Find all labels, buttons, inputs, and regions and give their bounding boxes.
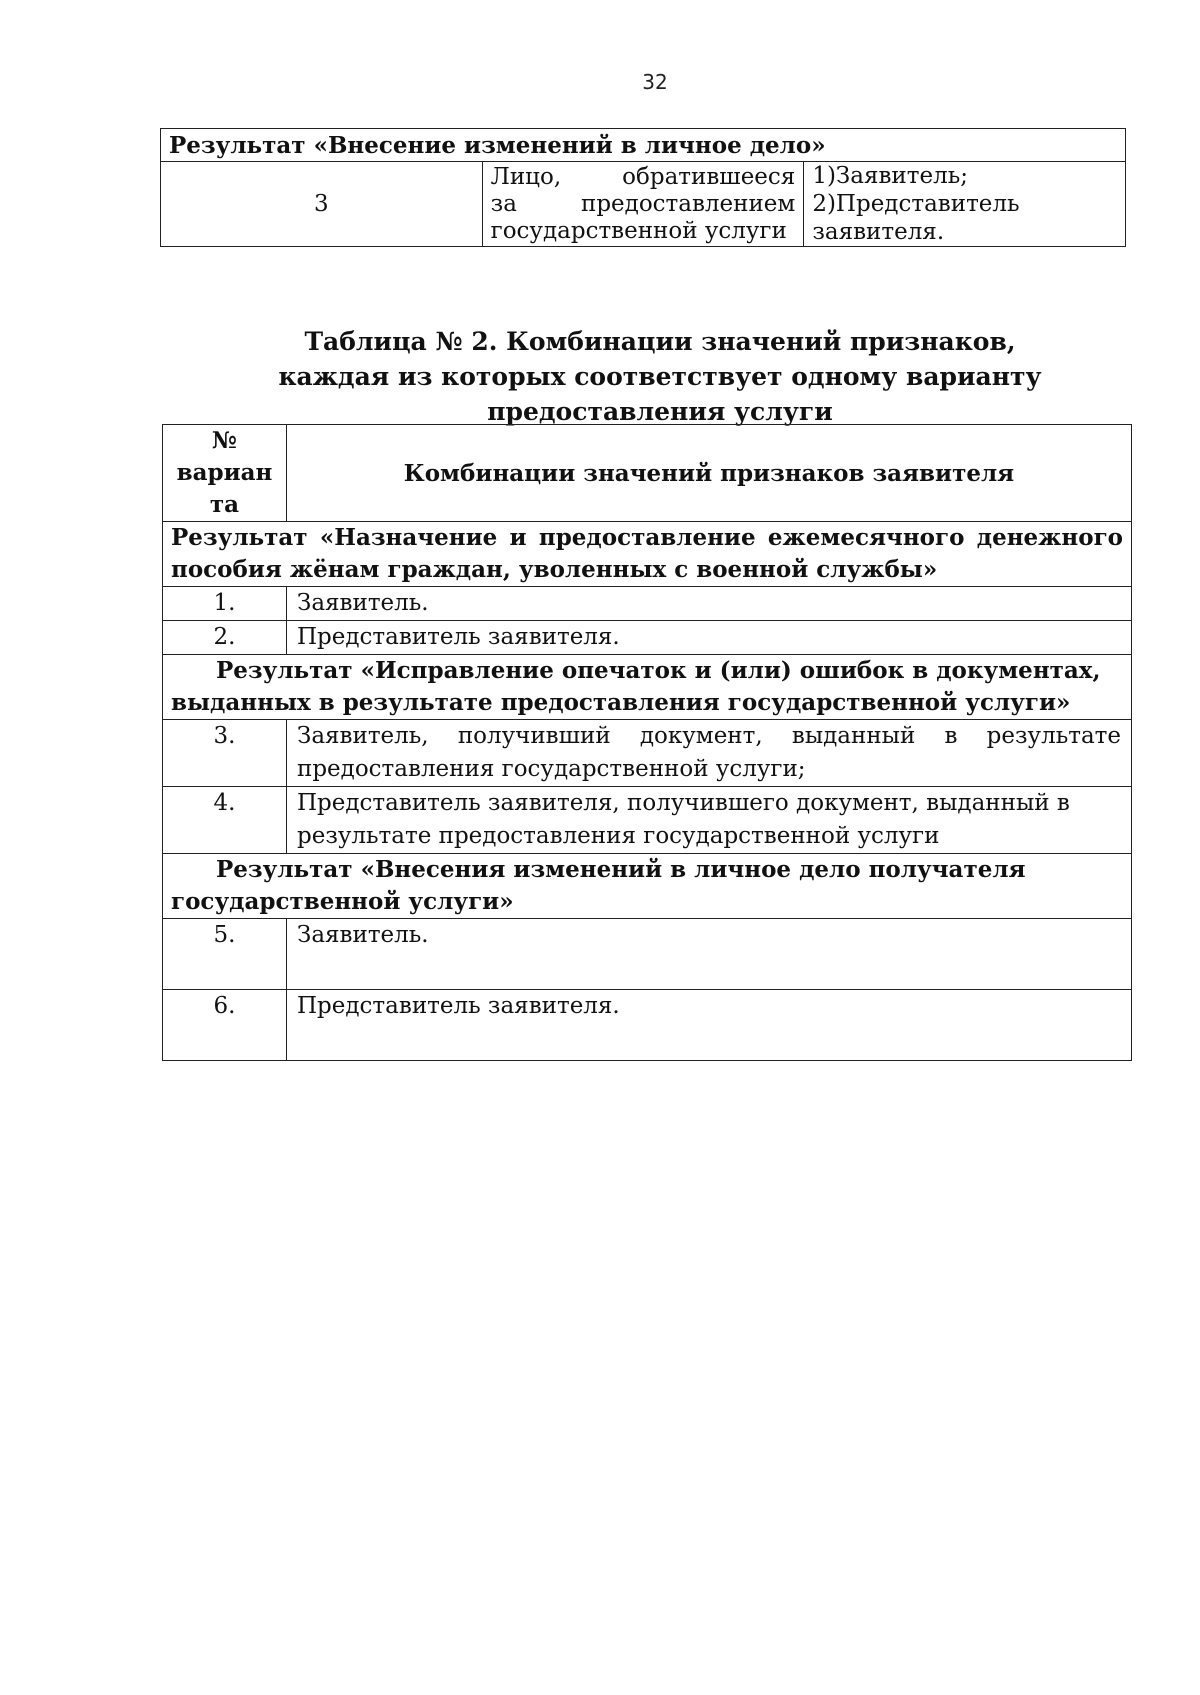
result-line: Результат «Внесения изменений в личное дело получателя xyxy=(216,856,1026,883)
description-line: государственной услуги xyxy=(490,218,787,244)
row-number: 3 xyxy=(161,162,483,247)
table-row xyxy=(163,587,1132,621)
table-row xyxy=(163,621,1132,655)
variant-combination: Заявитель. xyxy=(287,587,1132,621)
header-line: вариан xyxy=(176,459,273,486)
table-row xyxy=(163,919,1132,990)
description-line: за предоставлением xyxy=(490,191,796,217)
applicant-description xyxy=(482,162,804,247)
result-header: Результат «Внесение изменений в личное дело» xyxy=(161,129,1126,162)
variant-number: 2. xyxy=(163,621,287,655)
result-group-header xyxy=(163,522,1132,587)
result-line: Результат «Назначение и предоставление ежемесячного денежного xyxy=(171,524,1123,551)
result-line: Результат «Исправление опечаток и (или) ошибок в документах, xyxy=(216,657,1101,684)
variant-combination: Заявитель, получивший документ, выданный в результате предоставления государственной услуги; xyxy=(287,720,1132,787)
header-line: № xyxy=(212,427,237,454)
value-line: 1)Заявитель; xyxy=(812,163,968,189)
description-line: Лицо, обратившееся xyxy=(490,164,796,190)
result-group-header xyxy=(163,854,1132,919)
result-group-header xyxy=(163,655,1132,720)
result-line: выданных в результате предоставления государственной услуги» xyxy=(171,689,1071,716)
circle-of-applicants-table xyxy=(160,128,1126,247)
table-row xyxy=(161,162,1126,247)
table-row xyxy=(163,720,1132,787)
combinations-header: Комбинации значений признаков заявителя xyxy=(287,425,1132,522)
result-line: государственной услуги» xyxy=(171,888,514,915)
table-header-row xyxy=(163,425,1132,522)
variant-combination: Представитель заявителя. xyxy=(287,621,1132,655)
variant-number: 6. xyxy=(163,990,287,1061)
table-title-line: Таблица № 2. Комбинации значений признаков, xyxy=(304,327,1016,356)
page-number: 32 xyxy=(642,70,668,94)
table-title-line: каждая из которых соответствует одному варианту предоставления услуги xyxy=(278,362,1042,426)
combinations-table xyxy=(162,424,1132,1061)
result-line: пособия жёнам граждан, уволенных с военной службы» xyxy=(171,556,938,583)
variant-number: 4. xyxy=(163,787,287,854)
variant-number: 5. xyxy=(163,919,287,990)
table-row xyxy=(163,787,1132,854)
applicant-values xyxy=(804,162,1126,247)
variant-combination: Представитель заявителя, получившего документ, выданный в результате предоставления государственной услуги xyxy=(287,787,1132,854)
value-line: 2)Представитель заявителя. xyxy=(812,191,1020,245)
variant-combination: Представитель заявителя. xyxy=(287,990,1132,1061)
variant-number: 3. xyxy=(163,720,287,787)
table-row xyxy=(163,990,1132,1061)
variant-number-header xyxy=(163,425,287,522)
table-title xyxy=(170,324,1150,429)
variant-combination: Заявитель. xyxy=(287,919,1132,990)
header-line: та xyxy=(209,491,240,518)
variant-number: 1. xyxy=(163,587,287,621)
